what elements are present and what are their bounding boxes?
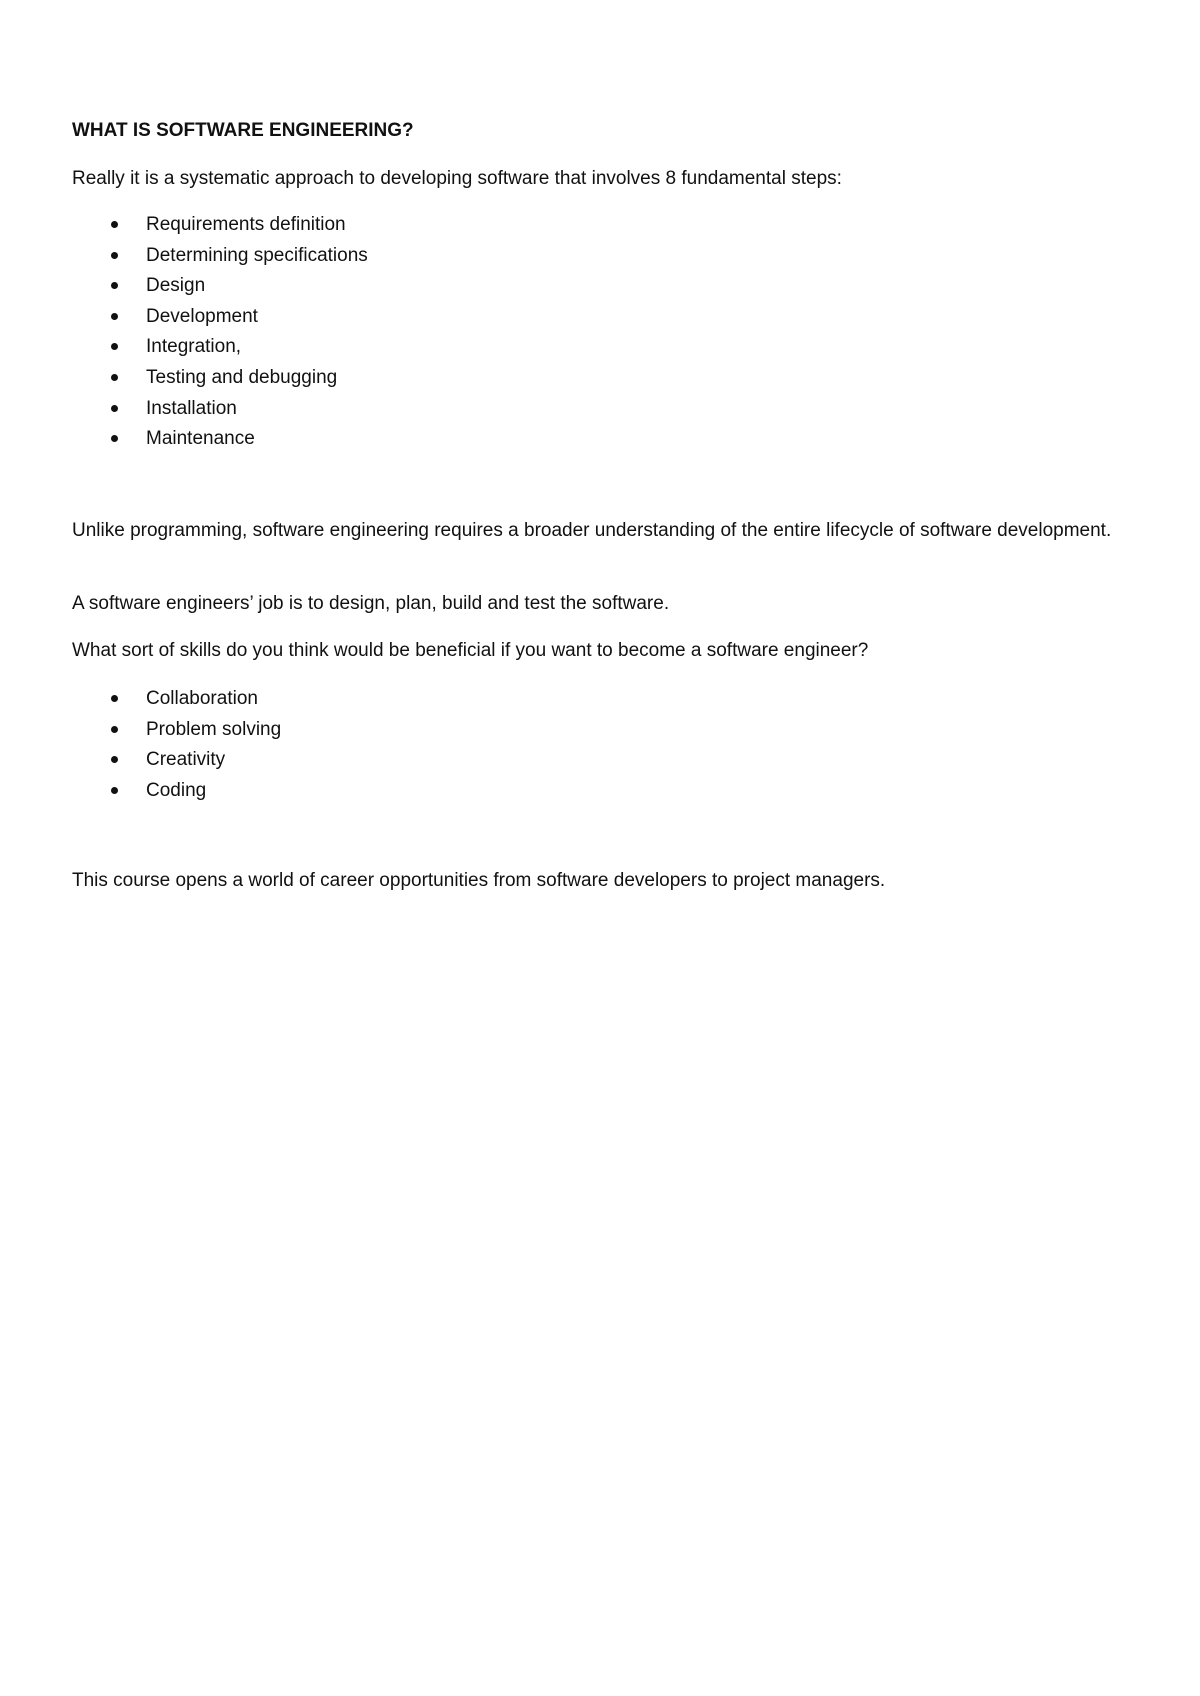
list-item-text: Maintenance bbox=[146, 428, 255, 450]
document-heading: WHAT IS SOFTWARE ENGINEERING? bbox=[72, 120, 414, 141]
list-item-text: Requirements definition bbox=[146, 214, 346, 235]
list-item-text: Design bbox=[146, 275, 206, 297]
bullet-icon bbox=[111, 374, 118, 381]
unlike-programming-paragraph: Unlike programming, software engineering requires a broader understanding of the entire lifecycle of software development. bbox=[72, 520, 1112, 541]
bullet-icon bbox=[111, 313, 118, 320]
list-item-text: Installation bbox=[146, 397, 237, 419]
document-page bbox=[72, 0, 1132, 1696]
bullet-icon bbox=[111, 726, 118, 733]
list-item-text: Creativity bbox=[146, 749, 226, 771]
engineer-job-paragraph: A software engineers’ job is to design, plan, build and test the software. bbox=[72, 593, 670, 614]
bullet-icon bbox=[111, 435, 118, 442]
bullet-icon bbox=[111, 252, 118, 259]
bullet-icon bbox=[111, 695, 118, 702]
list-item-text: Determining specifications bbox=[146, 244, 368, 266]
bullet-icon bbox=[111, 343, 118, 350]
list-item-text: Development bbox=[146, 305, 258, 327]
bullet-icon bbox=[111, 282, 118, 289]
list-item-text: Integration, bbox=[146, 336, 242, 358]
closing-paragraph: This course opens a world of career opportunities from software developers to project managers. bbox=[72, 870, 886, 891]
list-item-text: Testing and debugging bbox=[146, 366, 338, 388]
bullet-icon bbox=[111, 405, 118, 412]
bullet-icon bbox=[111, 221, 118, 228]
list-item-text: Collaboration bbox=[146, 688, 258, 709]
bullet-icon bbox=[111, 787, 118, 794]
bullet-icon bbox=[111, 756, 118, 763]
list-item-text: Coding bbox=[146, 779, 207, 801]
skills-question-paragraph: What sort of skills do you think would be beneficial if you want to become a software engineer? bbox=[72, 640, 869, 661]
intro-paragraph: Really it is a systematic approach to developing software that involves 8 fundamental steps: bbox=[72, 168, 842, 189]
list-item-text: Problem solving bbox=[146, 718, 282, 740]
